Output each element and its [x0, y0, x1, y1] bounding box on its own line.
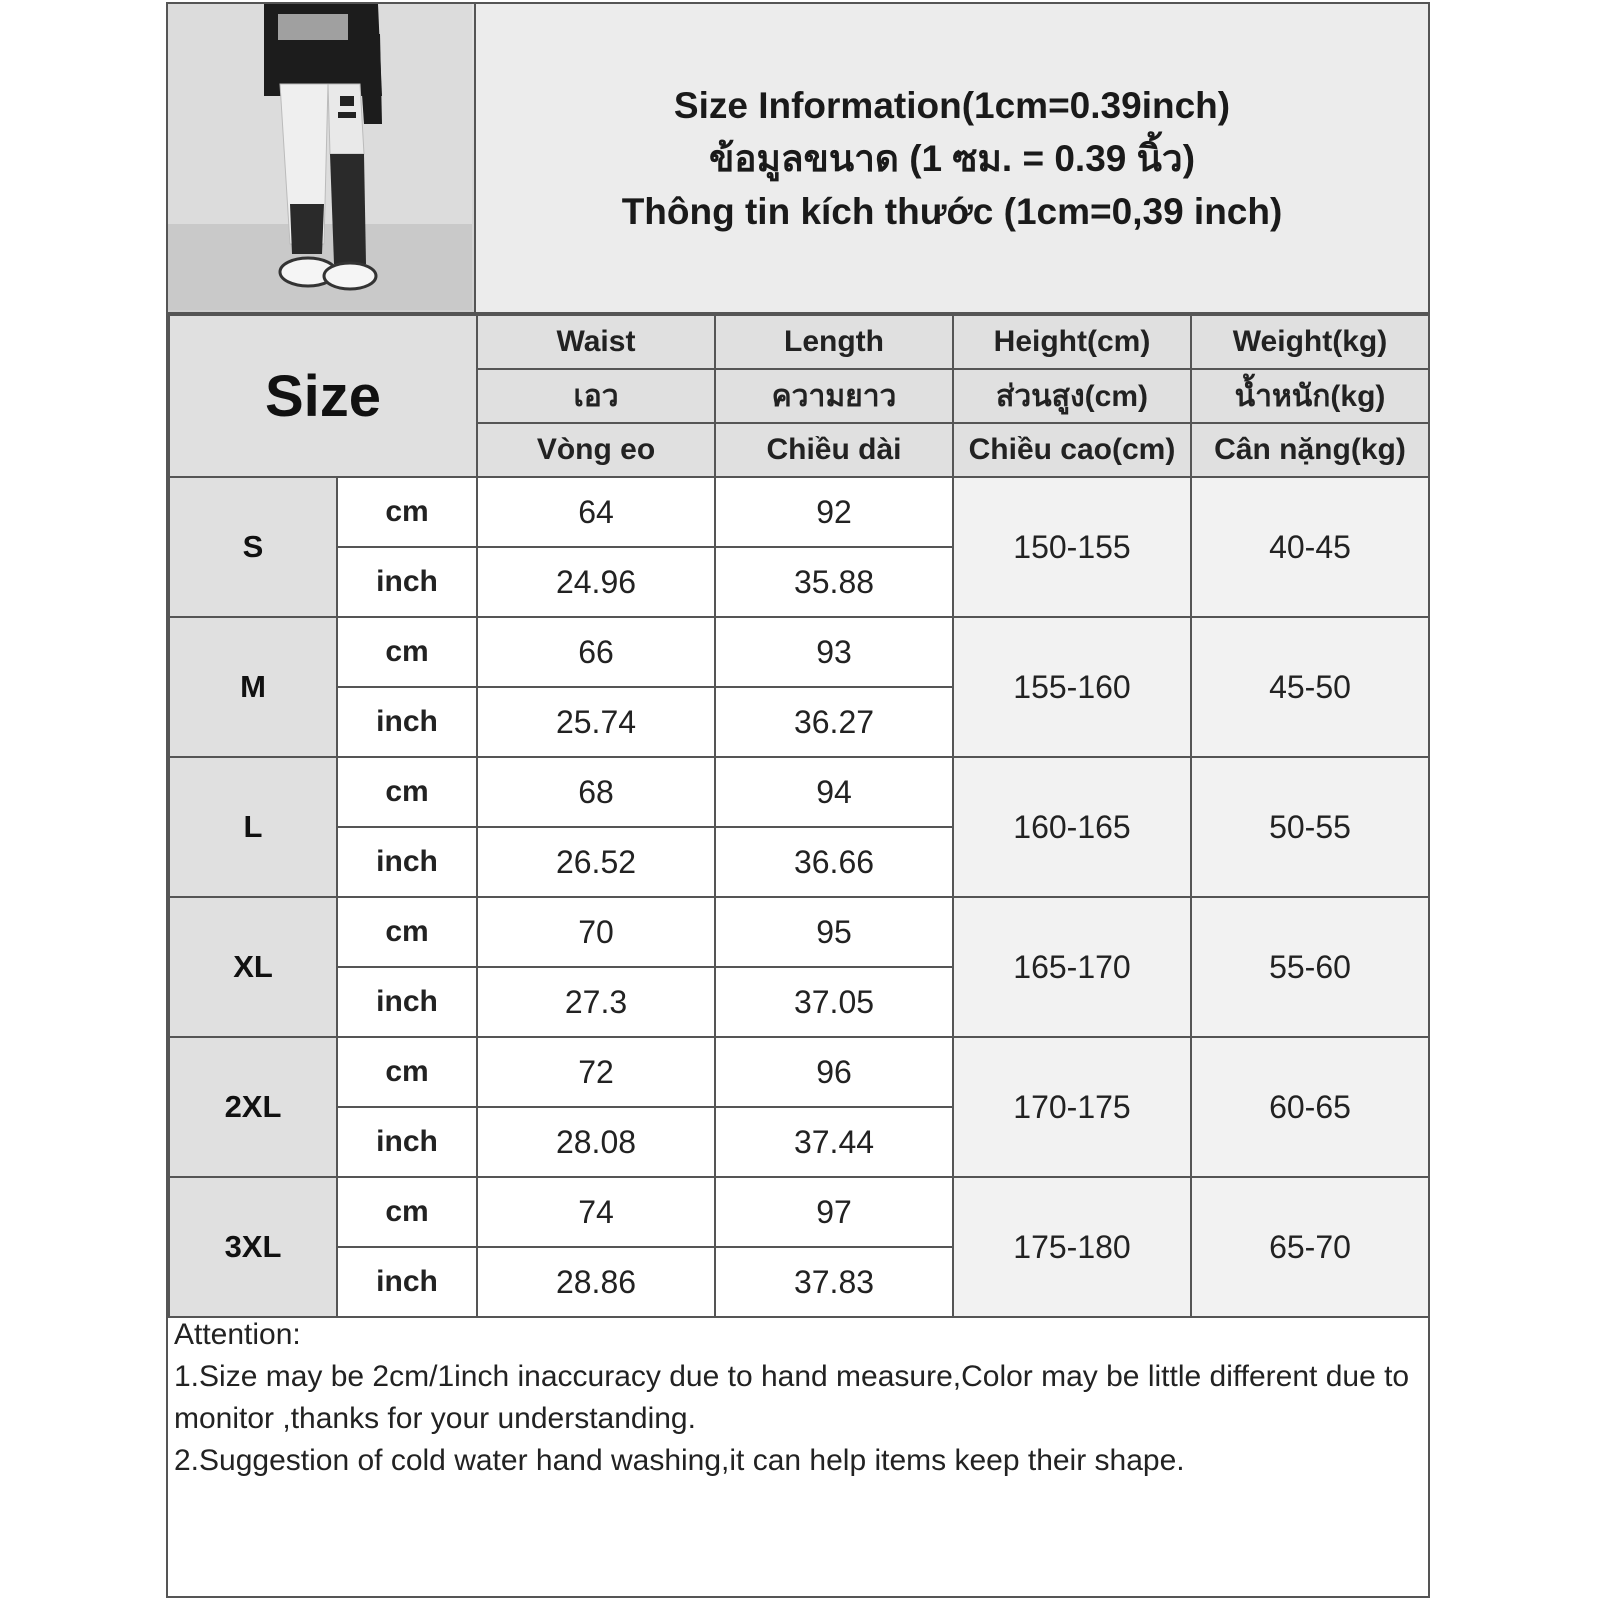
unit-inch: inch: [337, 1247, 477, 1317]
size-label: S: [169, 477, 337, 617]
size-label: XL: [169, 897, 337, 1037]
unit-inch: inch: [337, 687, 477, 757]
length-cm: 93: [715, 617, 953, 687]
size-table: [168, 314, 1430, 1318]
product-photo: [168, 4, 476, 314]
unit-inch: inch: [337, 967, 477, 1037]
col-header-height-vi: Chiều cao(cm): [953, 423, 1191, 477]
table-row: [169, 897, 1429, 967]
col-header-height-thai: ส่วนสูง(cm): [953, 369, 1191, 423]
length-cm: 94: [715, 757, 953, 827]
unit-cm: cm: [337, 477, 477, 547]
notes-item-1: 1.Size may be 2cm/1inch inaccuracy due to hand measure,Color may be little different due to monitor ,thanks for your understanding.: [174, 1360, 1410, 1435]
size-label: M: [169, 617, 337, 757]
title-vietnamese: Thông tin kích thước (1cm=0,39 inch): [621, 190, 1283, 232]
col-header-waist: Waist: [477, 315, 715, 369]
length-cm: 96: [715, 1037, 953, 1107]
weight-range: 40-45: [1191, 477, 1429, 617]
col-header-weight: Weight(kg): [1191, 315, 1429, 369]
table-row: [169, 477, 1429, 547]
length-cm: 95: [715, 897, 953, 967]
unit-inch: inch: [337, 827, 477, 897]
notes-heading: Attention:: [174, 1318, 301, 1351]
height-range: 150-155: [953, 477, 1191, 617]
weight-range: 45-50: [1191, 617, 1429, 757]
size-chart-sheet: [166, 2, 1430, 1598]
waist-inch: 26.52: [477, 827, 715, 897]
length-inch: 37.05: [715, 967, 953, 1037]
weight-range: 60-65: [1191, 1037, 1429, 1177]
height-range: 175-180: [953, 1177, 1191, 1317]
table-row: [169, 757, 1429, 827]
length-inch: 36.66: [715, 827, 953, 897]
length-cm: 92: [715, 477, 953, 547]
waist-cm: 64: [477, 477, 715, 547]
height-range: 170-175: [953, 1037, 1191, 1177]
weight-range: 50-55: [1191, 757, 1429, 897]
col-header-weight-vi: Cân nặng(kg): [1191, 423, 1429, 477]
size-label: 2XL: [169, 1037, 337, 1177]
unit-inch: inch: [337, 1107, 477, 1177]
unit-cm: cm: [337, 757, 477, 827]
col-header-length-vi: Chiều dài: [715, 423, 953, 477]
unit-inch: inch: [337, 547, 477, 617]
size-label: L: [169, 757, 337, 897]
table-row: [169, 617, 1429, 687]
waist-inch: 24.96: [477, 547, 715, 617]
table-row: [169, 1177, 1429, 1247]
length-cm: 97: [715, 1177, 953, 1247]
waist-cm: 72: [477, 1037, 715, 1107]
col-header-weight-thai: น้ำหนัก(kg): [1191, 369, 1429, 423]
title-thai: ข้อมูลขนาด (1 ซม. = 0.39 นิ้ว): [708, 137, 1196, 179]
length-inch: 35.88: [715, 547, 953, 617]
waist-cm: 70: [477, 897, 715, 967]
size-header: Size: [169, 315, 477, 477]
unit-cm: cm: [337, 1037, 477, 1107]
col-header-height: Height(cm): [953, 315, 1191, 369]
waist-inch: 25.74: [477, 687, 715, 757]
height-range: 165-170: [953, 897, 1191, 1037]
height-range: 155-160: [953, 617, 1191, 757]
title-english: Size Information(1cm=0.39inch): [673, 84, 1231, 126]
weight-range: 55-60: [1191, 897, 1429, 1037]
waist-cm: 74: [477, 1177, 715, 1247]
waist-cm: 66: [477, 617, 715, 687]
notes-item-2: 2.Suggestion of cold water hand washing,it can help items keep their shape.: [174, 1444, 1185, 1477]
length-inch: 37.83: [715, 1247, 953, 1317]
size-info-title: [476, 4, 1428, 314]
waist-inch: 28.86: [477, 1247, 715, 1317]
height-range: 160-165: [953, 757, 1191, 897]
col-header-waist-thai: เอว: [477, 369, 715, 423]
col-header-waist-vi: Vòng eo: [477, 423, 715, 477]
col-header-length-thai: ความยาว: [715, 369, 953, 423]
size-label: 3XL: [169, 1177, 337, 1317]
unit-cm: cm: [337, 897, 477, 967]
waist-inch: 28.08: [477, 1107, 715, 1177]
waist-inch: 27.3: [477, 967, 715, 1037]
length-inch: 37.44: [715, 1107, 953, 1177]
waist-cm: 68: [477, 757, 715, 827]
length-inch: 36.27: [715, 687, 953, 757]
attention-notes: [168, 1314, 1428, 1482]
unit-cm: cm: [337, 1177, 477, 1247]
col-header-length: Length: [715, 315, 953, 369]
weight-range: 65-70: [1191, 1177, 1429, 1317]
unit-cm: cm: [337, 617, 477, 687]
model-wearing-pants-image: [168, 4, 472, 310]
table-row: [169, 1037, 1429, 1107]
